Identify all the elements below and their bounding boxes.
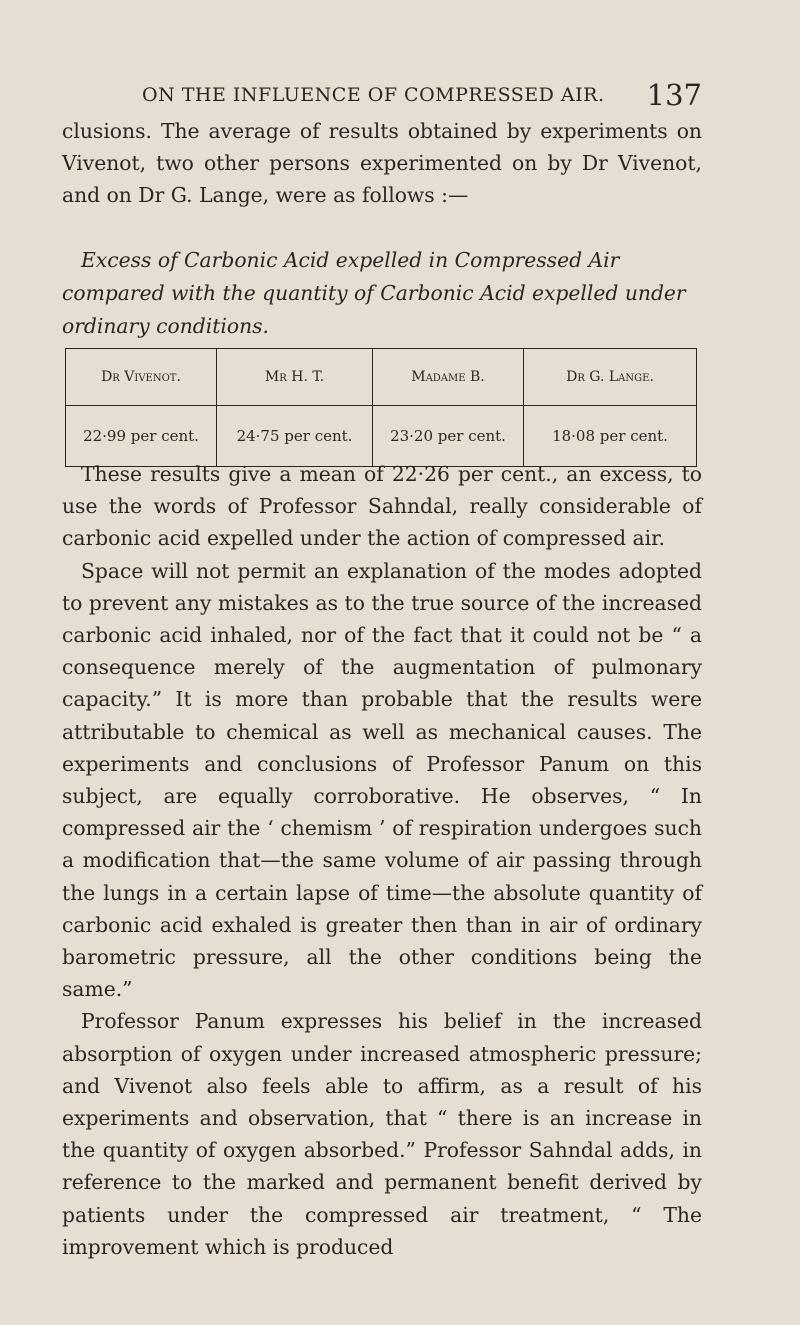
table-cell: 24·75 per cent. bbox=[217, 406, 373, 467]
paragraph: clusions. The average of results obtained by experiments on Vivenot, two other persons experimented on by Dr Vivenot, and on Dr G. Lange, were as follows :— bbox=[62, 119, 702, 208]
body-text bbox=[62, 458, 702, 1263]
column-header: Mr H. T. bbox=[217, 349, 373, 406]
running-head bbox=[62, 78, 702, 110]
page-number: 137 bbox=[646, 78, 702, 112]
column-header: Dr G. Lange. bbox=[524, 349, 697, 406]
table-cell: 23·20 per cent. bbox=[373, 406, 524, 467]
results-table bbox=[65, 348, 697, 467]
paragraph: Space will not permit an explanation of the modes adopted to prevent any mistakes as to the true source of the increased carbonic acid inhaled, nor of the fact that it could not be “ a consequence merely of the augmentation of pulmonary capacity.” It is more than probable that the results were attributable to chemical as well as mechanical causes. The experiments and conclusions of Professor Panum on this subject, are equally corroborative. He observes, “ In compressed air the ‘ chemism ’ of respiration undergoes such a modification that—the same volume of air passing through the lungs in a certain lapse of time—the absolute quantity of carbonic acid exhaled is greater then than in air of ordinary barometric pressure, all the other conditions being the same.” bbox=[62, 558, 702, 1002]
table-cell: 18·08 per cent. bbox=[524, 406, 697, 467]
paragraph: Professor Panum expresses his belief in the increased absorption of oxygen under increased atmospheric pressure; and Vivenot also feels able to affirm, as a result of his experiments and observation, that “ there is an increase in the quantity of oxygen absorbed.” Professor Sahndal adds, in reference to the marked and permanent benefit derived by patients under the compressed air treatment, “ The improvement which is produced bbox=[62, 1009, 702, 1259]
paragraph: These results give a mean of 22·26 per cent., an excess, to use the words of Professor Sahndal, really considerable of carbonic acid expelled under the action of compressed air. bbox=[62, 462, 702, 551]
running-title: ON THE INFLUENCE OF COMPRESSED AIR. bbox=[142, 84, 605, 106]
table-caption bbox=[62, 244, 702, 343]
column-header: Madame B. bbox=[373, 349, 524, 406]
caption-text: Excess of Carbonic Acid expelled in Compressed Air compared with the quantity of Carbonic Acid expelled under ordinary conditions. bbox=[62, 248, 686, 338]
column-header: Dr Vivenot. bbox=[66, 349, 217, 406]
opening-paragraph bbox=[62, 115, 702, 212]
table-header-row bbox=[66, 349, 697, 406]
table-cell: 22·99 per cent. bbox=[66, 406, 217, 467]
